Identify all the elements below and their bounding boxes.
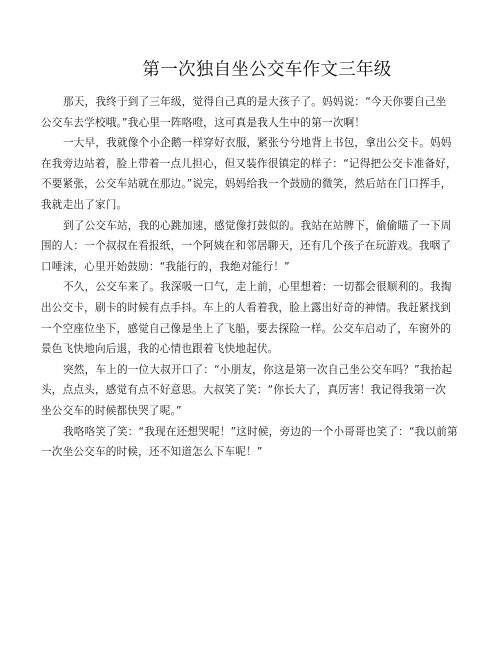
paragraph-line: 一大早，我就像个小企鹅一样穿好衣服，紧张兮兮地背上书包，拿出公交卡。妈妈	[63, 137, 452, 150]
paragraph-line: 我就走出了家门。	[41, 198, 128, 211]
paragraph-6	[41, 422, 490, 463]
paragraph-line: 到了公交车站，我的心跳加速，感觉像打鼓似的。我站在站牌下，偷偷瞄了一下周	[63, 219, 452, 232]
paragraph-line: 公交车去学校哦。”我心里一阵咯噔，这可真是我人生中的第一次啊！	[41, 116, 366, 129]
document-body	[41, 92, 490, 463]
paragraph-line: 突然，车上的一位大叔开口了：“小朋友，你这是第一次自己坐公交车吗？”我抬起	[63, 363, 453, 376]
paragraph-line: 头，点点头，感觉有点不好意思。大叔笑了笑：“你长大了，真厉害！我记得我第一次	[41, 384, 447, 397]
paragraph-line: 围的人：一个叔叔在看报纸，一个阿姨在和邻居聊天，还有几个孩子在玩游戏。我咽了	[41, 240, 452, 253]
paragraph-4	[41, 277, 490, 359]
paragraph-line: 一次坐公交车的时候，还不知道怎么下车呢！”	[41, 446, 263, 459]
paragraph-line: 坐公交车的时候都快哭了呢。”	[41, 404, 182, 417]
paragraph-line: 在我旁边站着，脸上带着一点儿担心，但又装作很镇定的样子：“记得把公交卡准备好，	[41, 157, 457, 170]
paragraph-3	[41, 216, 490, 278]
paragraph-1	[41, 92, 490, 133]
paragraph-line: 口唾沫，心里开始鼓励：“我能行的，我绝对能行！”	[41, 260, 290, 273]
document-title: 第一次独自坐公交车作文三年级	[142, 60, 392, 80]
paragraph-line: 景色飞快地向后退，我的心情也跟着飞快地起伏。	[41, 343, 279, 356]
paragraph-line: 不久，公交车来了。我深吸一口气，走上前，心里想着：一切都会很顺利的。我掏	[63, 281, 452, 294]
paragraph-line: 我咯咯笑了笑：“我现在还想哭呢！”这时候，旁边的一个小哥哥也笑了：“我以前第	[63, 425, 458, 438]
paragraph-5	[41, 360, 490, 422]
paragraph-line: 一个空座位坐下，感觉自己像是坐上了飞船，要去探险一样。公交车启动了，车窗外的	[41, 322, 452, 335]
paragraph-line: 出公交卡，刷卡的时候有点手抖。车上的人看着我，脸上露出好奇的神情。我赶紧找到	[41, 301, 452, 314]
paragraph-line: 那天，我终于到了三年级，觉得自己真的是大孩子了。妈妈说：“今天你要自己坐	[63, 96, 447, 108]
paragraph-line: 不要紧张，公交车站就在那边。”说完，妈妈给我一个鼓励的微笑，然后站在门口挥手，	[41, 178, 452, 191]
paragraph-2	[41, 133, 490, 215]
